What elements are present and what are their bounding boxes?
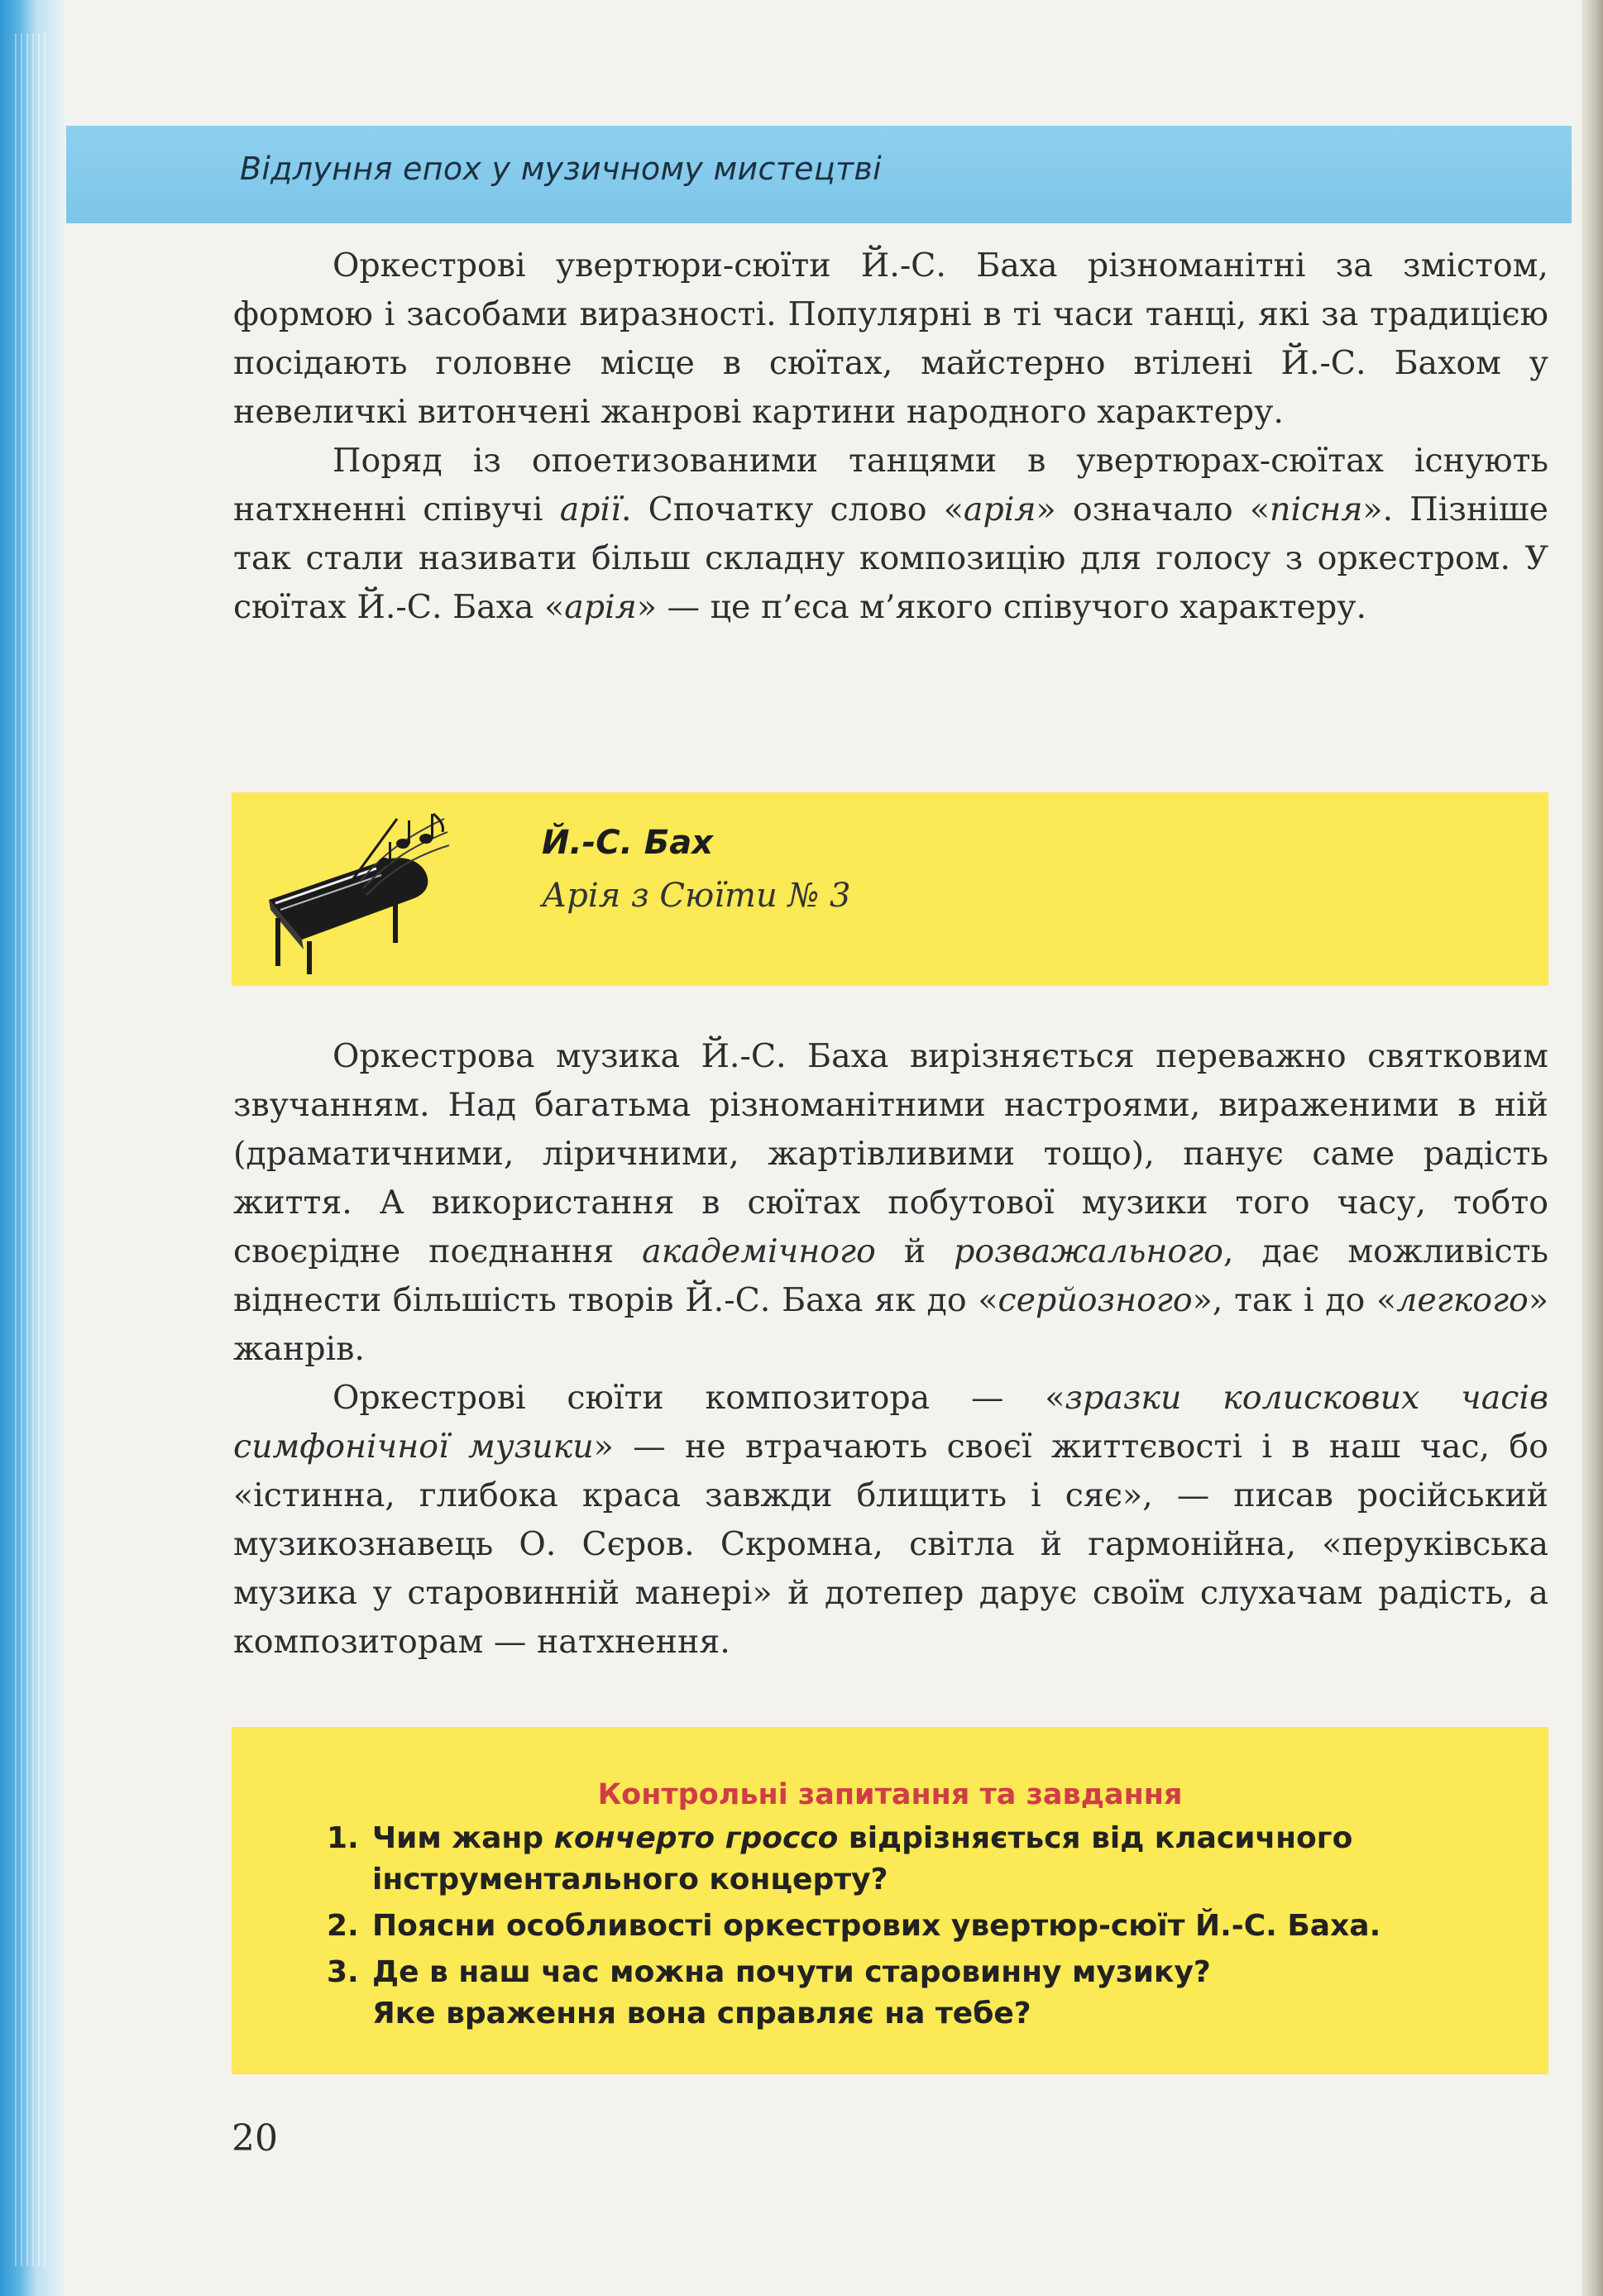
text-run: , дає можливість віднести більшість творів Й.-С. Баха як до « bbox=[233, 1232, 1548, 1319]
question-item bbox=[327, 1818, 1534, 1901]
question-number: 2. bbox=[327, 1909, 359, 1943]
text-run: Яке враження вона справляє на тебе? bbox=[372, 1997, 1031, 2031]
text-run: ». Пізніше так стали називати більш складну композицію для голосу з оркестром. У сюїтах Й.-С. Баха « bbox=[233, 490, 1548, 626]
questions-title: Контрольні запитання та завдання bbox=[597, 1778, 1183, 1811]
emphasis-text: кончерто гроссо bbox=[553, 1821, 839, 1855]
question-line bbox=[372, 1906, 1534, 1947]
question-line bbox=[372, 1859, 1534, 1901]
emphasis-text: пісня bbox=[1270, 490, 1363, 529]
emphasis-text: арія bbox=[564, 588, 637, 626]
text-run: » жанрів. bbox=[233, 1281, 1549, 1368]
emphasis-text: розважального bbox=[954, 1232, 1223, 1270]
emphasis-text: арія bbox=[963, 490, 1036, 529]
question-item bbox=[327, 1906, 1534, 1947]
emphasis-text: зразки колискових часів симфонічної музики bbox=[233, 1379, 1548, 1466]
text-run: Поясни особливості оркестрових увертюр-сюїт Й.-С. Баха. bbox=[372, 1909, 1381, 1943]
page-number: 20 bbox=[232, 2117, 278, 2160]
emphasis-text: серйозного bbox=[998, 1281, 1193, 1319]
paragraph bbox=[233, 1032, 1548, 1374]
question-number: 3. bbox=[327, 1955, 359, 1989]
text-run: » — це п’єса м’якого співучого характеру. bbox=[636, 588, 1367, 626]
text-run: Де в наш час можна почути старовинну музику? bbox=[372, 1955, 1211, 1989]
text-run: Чим жанр bbox=[372, 1821, 554, 1855]
question-item bbox=[327, 1952, 1534, 2035]
text-run: », так і до « bbox=[1192, 1281, 1397, 1319]
question-line bbox=[372, 1993, 1534, 2035]
text-run: » означало « bbox=[1036, 490, 1270, 529]
paragraph bbox=[233, 242, 1548, 437]
questions-list bbox=[327, 1818, 1534, 2040]
listening-composer: Й.-С. Бах bbox=[542, 824, 714, 862]
emphasis-text: легкого bbox=[1396, 1281, 1529, 1319]
text-run: Оркестрові увертюри-сюїти Й.-С. Баха різноманітні за змістом, формою і засобами виразності. Популярні в ті часи танці, які за традицією посідають головне місце в сюїтах, майстерно втілені Й.-С. Бахом у невеличкі витончені жанрові картини народного характеру. bbox=[233, 246, 1548, 431]
text-run: Оркестрова музика Й.-С. Баха вирізняється переважно святковим звучанням. Над багатьма різноманітними настроями, вираженими в ній (драматичними, ліричними, жартівливими тощо), панує саме радість життя. А використання в сюїтах побутової музики того часу, тобто своєрідне поєднання bbox=[233, 1037, 1548, 1270]
question-line bbox=[372, 1818, 1534, 1859]
emphasis-text: академічного bbox=[642, 1232, 876, 1270]
text-run: інструментального концерту? bbox=[372, 1863, 888, 1897]
page-binding-edge bbox=[1581, 0, 1603, 2296]
text-run: й bbox=[875, 1232, 955, 1270]
text-run: . Спочатку слово « bbox=[620, 490, 964, 529]
body-text-bottom bbox=[233, 1032, 1548, 1667]
running-header-title: Відлуння епох у музичному мистецтві bbox=[240, 151, 882, 187]
listening-work-title: Арія з Сюїти № 3 bbox=[542, 877, 851, 915]
paragraph bbox=[233, 1374, 1548, 1667]
text-run: Поряд із опоетизованими танцями в увертюрах-сюїтах існують натхненні співучі bbox=[233, 442, 1548, 529]
body-text-top bbox=[233, 242, 1548, 632]
text-run: » — не втрачають своєї життєвості і в наш час, бо «істинна, глибока краса завжди блищить і сяє», — писав російський музикознавець О. Сєров. Скромна, світла й гармонійна, «перуківська музика у старовинній манері» й дотепер дарує своїм слухачам радість, а композиторам — натхнення. bbox=[233, 1428, 1548, 1661]
text-run: Оркестрові сюїти композитора — « bbox=[333, 1379, 1065, 1417]
grand-piano-with-notes-icon bbox=[252, 802, 451, 980]
question-line bbox=[372, 1952, 1534, 1993]
text-run: відрізняється від класичного bbox=[838, 1821, 1353, 1855]
paragraph bbox=[233, 437, 1548, 632]
question-number: 1. bbox=[327, 1821, 359, 1855]
page-stack-edge bbox=[0, 0, 66, 2296]
emphasis-text: арії bbox=[559, 490, 621, 529]
